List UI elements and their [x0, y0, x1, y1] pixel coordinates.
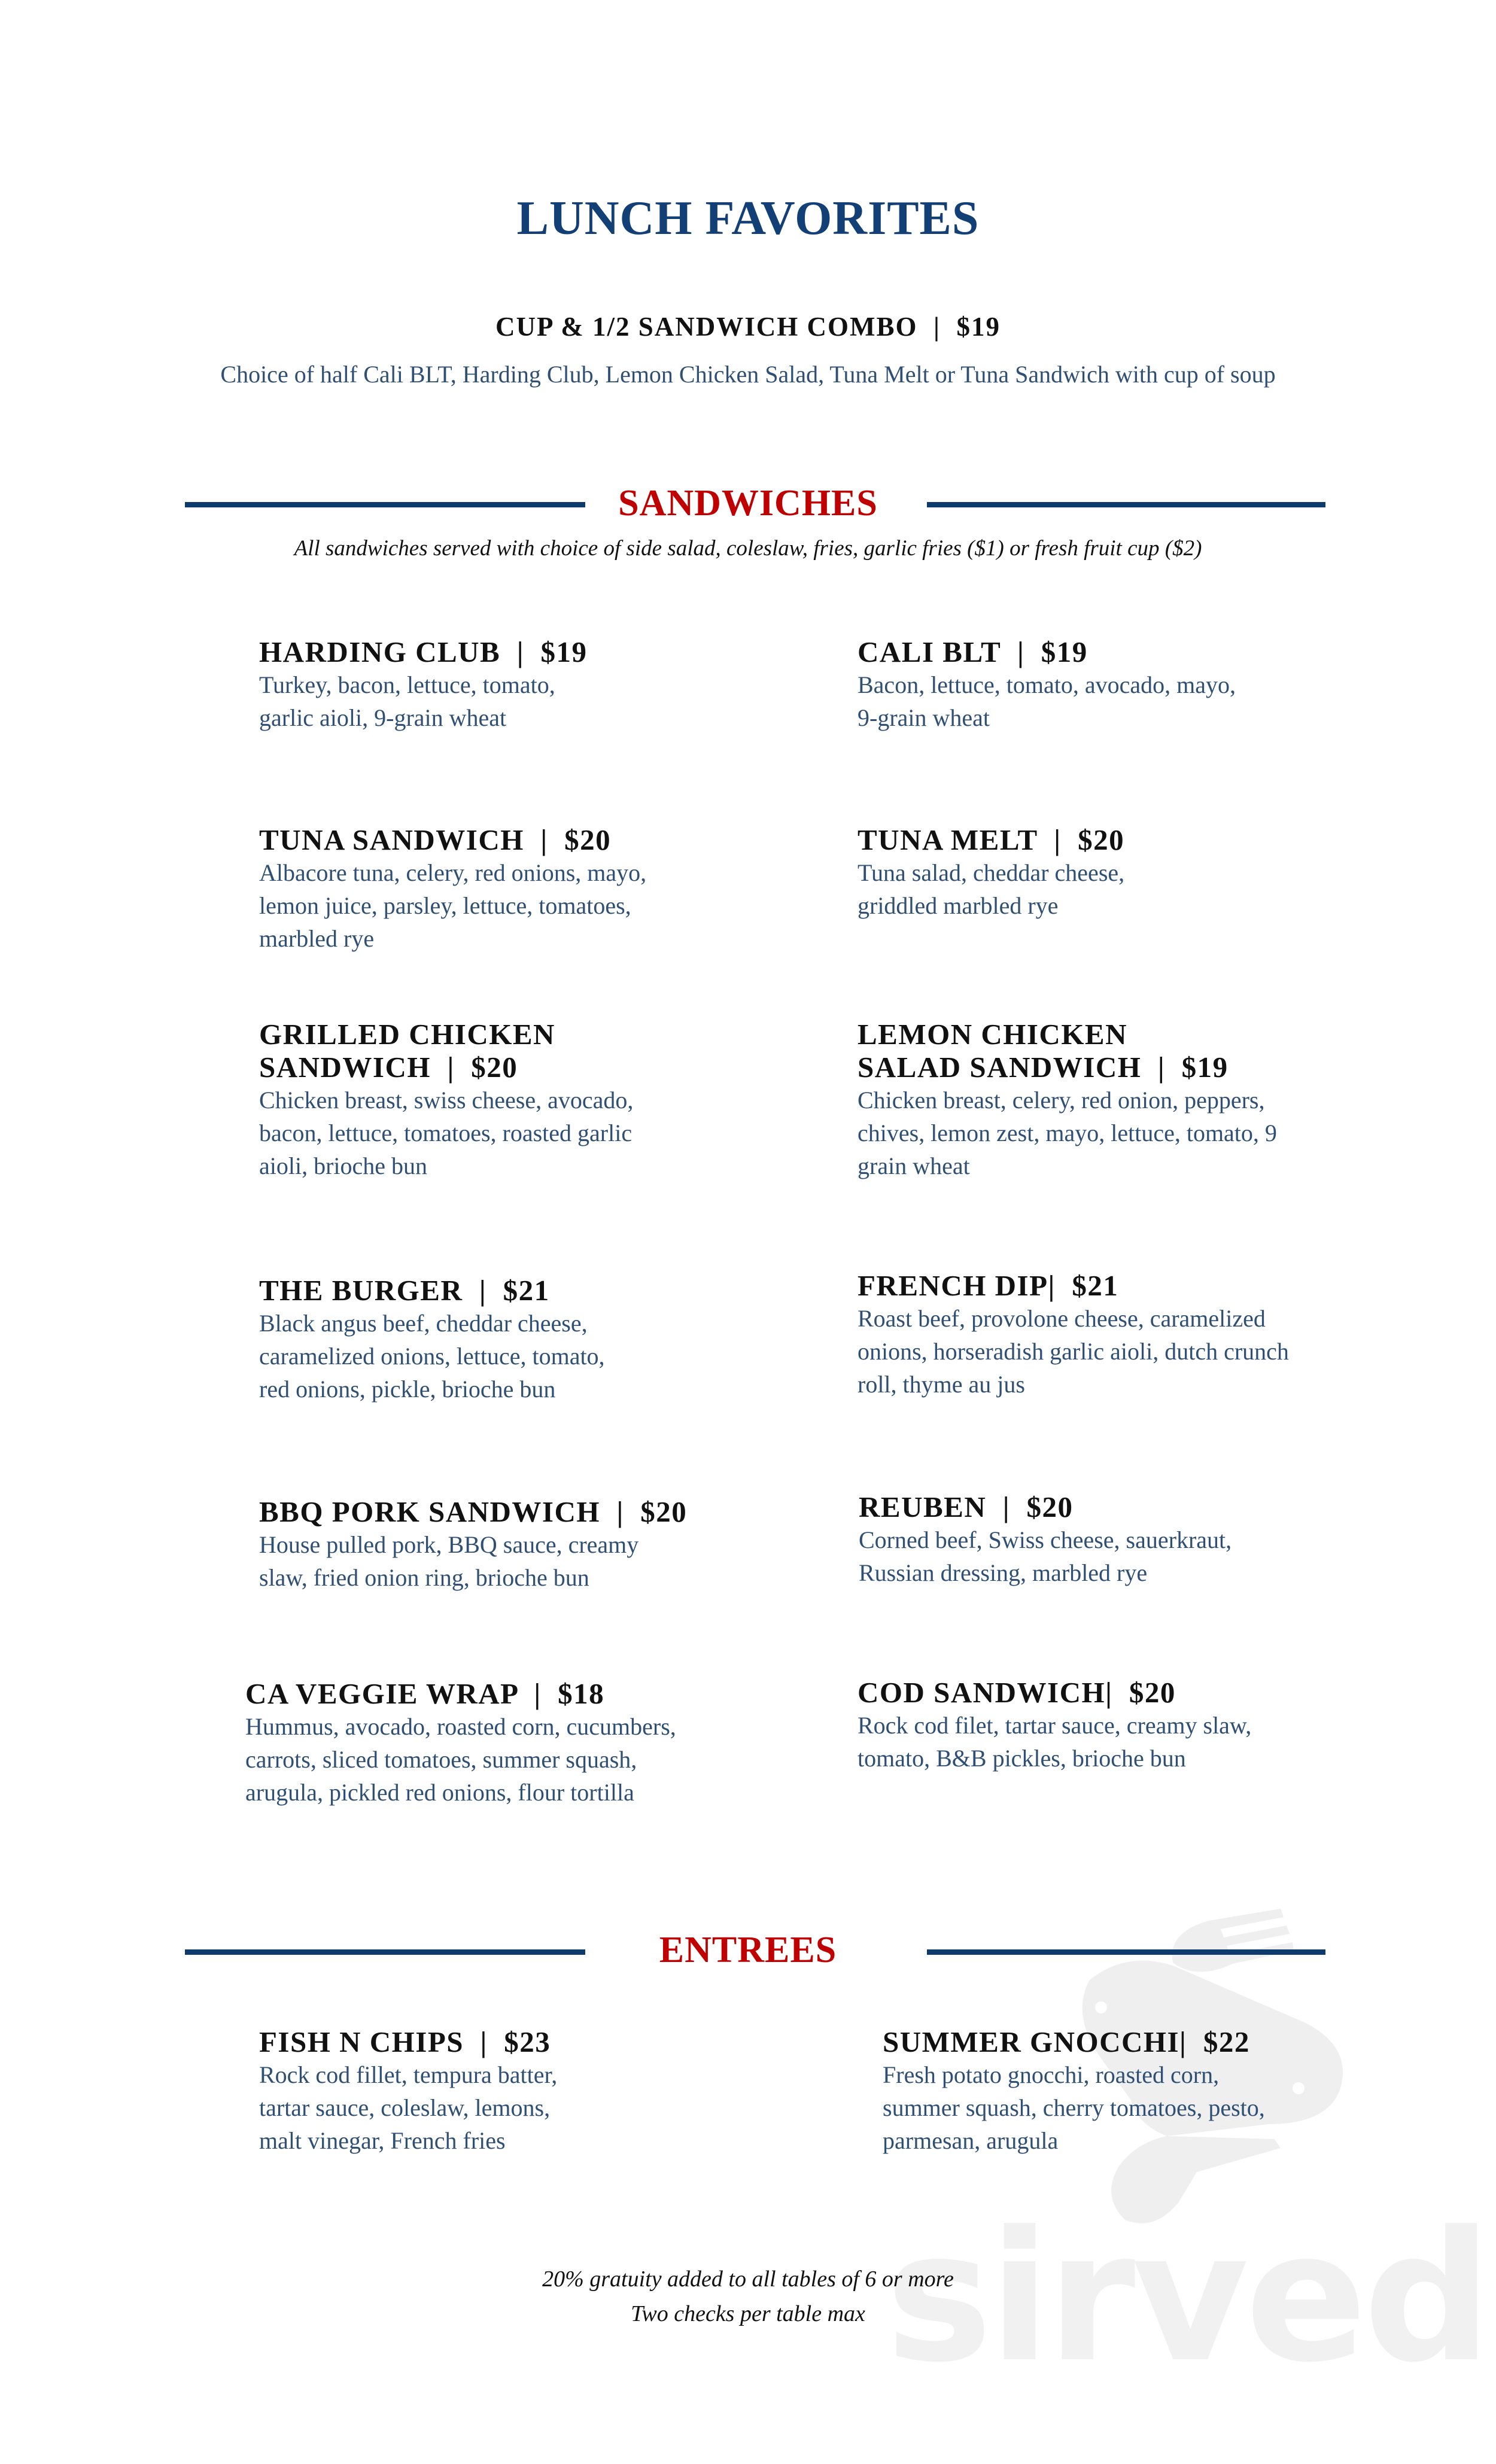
- item-description: [259, 1528, 798, 1594]
- item-heading: LEMON CHICKEN: [858, 1018, 1128, 1051]
- item-description: [858, 1084, 1396, 1182]
- gratuity-note: 20% gratuity added to all tables of 6 or more: [542, 2267, 954, 2292]
- menu-item: [259, 1018, 798, 1182]
- description-line: arugula, pickled red onions, flour tortilla: [245, 1779, 634, 1806]
- item-heading: SANDWICH | $20: [259, 1051, 518, 1084]
- description-line: summer squash, cherry tomatoes, pesto,: [883, 2094, 1265, 2121]
- menu-item: [259, 635, 798, 734]
- description-line: roll, thyme au jus: [858, 1371, 1025, 1398]
- item-heading: CALI BLT | $19: [858, 635, 1088, 668]
- sirved-watermark: sirved: [886, 2193, 1489, 2402]
- description-line: aioli, brioche bun: [259, 1152, 428, 1179]
- item-heading: BBQ PORK SANDWICH | $20: [259, 1495, 688, 1528]
- description-line: Corned beef, Swiss cheese, sauerkraut,: [859, 1526, 1232, 1553]
- description-line: Rock cod fillet, tempura batter,: [259, 2061, 558, 2088]
- description-line: slaw, fried onion ring, brioche bun: [259, 1564, 589, 1591]
- menu-item: [883, 2025, 1421, 2157]
- description-line: Fresh potato gnocchi, roasted corn,: [883, 2061, 1220, 2088]
- item-description: [858, 1302, 1396, 1401]
- section-title-sandwiches: SANDWICHES: [618, 483, 878, 524]
- item-heading: FRENCH DIP| $21: [858, 1269, 1119, 1302]
- item-heading: SALAD SANDWICH | $19: [858, 1051, 1229, 1084]
- item-heading: GRILLED CHICKEN: [259, 1018, 555, 1051]
- description-line: Roast beef, provolone cheese, caramelized: [858, 1305, 1266, 1332]
- item-description: [259, 856, 798, 955]
- item-heading: THE BURGER | $21: [259, 1274, 550, 1307]
- section-subtitle-sandwiches: All sandwiches served with choice of side salad, coleslaw, fries, garlic fries ($1) or fresh fruit cup ($2): [294, 536, 1202, 561]
- item-description: [858, 1709, 1396, 1775]
- item-description: [259, 1084, 798, 1182]
- description-line: Rock cod filet, tartar sauce, creamy slaw,: [858, 1712, 1252, 1739]
- description-line: tomato, B&B pickles, brioche bun: [858, 1745, 1186, 1772]
- description-line: marbled rye: [259, 925, 375, 952]
- description-line: lemon juice, parsley, lettuce, tomatoes,: [259, 892, 631, 919]
- section-divider-right: [927, 502, 1325, 507]
- description-line: grain wheat: [858, 1152, 970, 1179]
- description-line: griddled marbled rye: [858, 892, 1059, 919]
- footer-note: [0, 2262, 1496, 2331]
- menu-item: [259, 1274, 798, 1406]
- menu-item: [259, 823, 798, 955]
- item-description: [883, 2058, 1421, 2157]
- item-heading: HARDING CLUB | $19: [259, 635, 588, 668]
- menu-item: [858, 635, 1396, 734]
- menu-item: [259, 1495, 798, 1594]
- item-description: [259, 668, 798, 734]
- description-line: House pulled pork, BBQ sauce, creamy: [259, 1531, 639, 1558]
- description-line: Chicken breast, celery, red onion, peppers,: [858, 1087, 1265, 1114]
- description-line: bacon, lettuce, tomatoes, roasted garlic: [259, 1120, 633, 1146]
- description-line: parmesan, arugula: [883, 2127, 1059, 2154]
- menu-item: [259, 2025, 798, 2157]
- item-description: [858, 856, 1396, 922]
- description-line: onions, horseradish garlic aioli, dutch crunch: [858, 1338, 1289, 1365]
- page-title: LUNCH FAVORITES: [516, 192, 980, 245]
- item-description: [259, 2058, 798, 2157]
- description-line: chives, lemon zest, mayo, lettuce, tomato, 9: [858, 1120, 1277, 1146]
- menu-item: [858, 1269, 1396, 1401]
- description-line: Russian dressing, marbled rye: [859, 1559, 1148, 1586]
- description-line: tartar sauce, coleslaw, lemons,: [259, 2094, 551, 2121]
- section-divider-right: [927, 1949, 1325, 1955]
- item-heading: COD SANDWICH| $20: [858, 1676, 1176, 1709]
- description-line: Tuna salad, cheddar cheese,: [858, 859, 1125, 886]
- description-line: carrots, sliced tomatoes, summer squash,: [245, 1746, 637, 1773]
- description-line: Bacon, lettuce, tomato, avocado, mayo,: [858, 671, 1236, 698]
- combo-heading: CUP & 1/2 SANDWICH COMBO | $19: [495, 312, 1001, 342]
- checks-note: Two checks per table max: [631, 2301, 865, 2326]
- description-line: Chicken breast, swiss cheese, avocado,: [259, 1087, 634, 1114]
- item-heading: TUNA MELT | $20: [858, 823, 1125, 856]
- menu-item: [858, 1018, 1396, 1182]
- description-line: Albacore tuna, celery, red onions, mayo,: [259, 859, 647, 886]
- item-description: [859, 1523, 1397, 1589]
- item-heading: CA VEGGIE WRAP | $18: [245, 1677, 605, 1710]
- item-description: [259, 1307, 798, 1406]
- description-line: caramelized onions, lettuce, tomato,: [259, 1343, 605, 1370]
- description-line: Turkey, bacon, lettuce, tomato,: [259, 671, 555, 698]
- description-line: Hummus, avocado, roasted corn, cucumbers,: [245, 1713, 676, 1740]
- description-line: malt vinegar, French fries: [259, 2127, 506, 2154]
- item-heading: REUBEN | $20: [859, 1490, 1074, 1523]
- menu-item: [858, 1676, 1396, 1775]
- combo-description: Choice of half Cali BLT, Harding Club, Lemon Chicken Salad, Tuna Melt or Tuna Sandwich with cup of soup: [220, 361, 1276, 388]
- menu-item: [858, 823, 1396, 922]
- item-description: [245, 1710, 784, 1809]
- menu-item: [245, 1677, 784, 1809]
- description-line: 9-grain wheat: [858, 704, 990, 731]
- section-title-entrees: ENTREES: [659, 1930, 837, 1970]
- item-heading: TUNA SANDWICH | $20: [259, 823, 612, 856]
- description-line: red onions, pickle, brioche bun: [259, 1376, 556, 1403]
- item-description: [858, 668, 1396, 734]
- item-heading: FISH N CHIPS | $23: [259, 2025, 551, 2058]
- menu-item: [859, 1490, 1397, 1589]
- description-line: garlic aioli, 9-grain wheat: [259, 704, 507, 731]
- item-heading: SUMMER GNOCCHI| $22: [883, 2025, 1250, 2058]
- description-line: Black angus beef, cheddar cheese,: [259, 1310, 588, 1337]
